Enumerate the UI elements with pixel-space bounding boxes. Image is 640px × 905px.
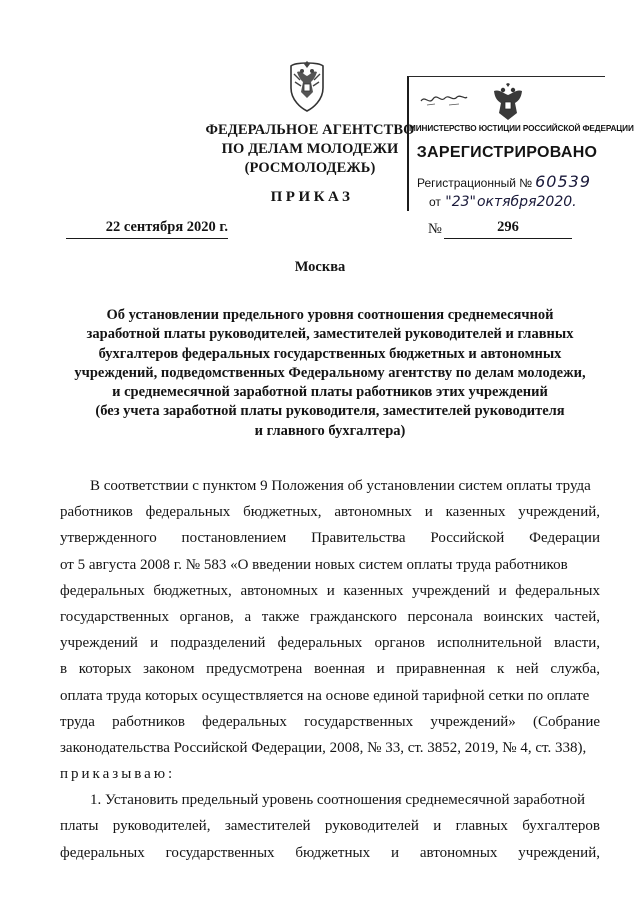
body-line: законодательства Российской Федерации, 2008, № 33, ст. 3852, 2019, № 4, ст. 338), [60, 739, 587, 756]
order-title: ПРИКАЗ [270, 189, 354, 205]
title-line: учреждений, подведомственных Федеральному агентству по делам молодежи, [74, 364, 586, 381]
stamp-date-day: "23" [445, 194, 476, 210]
stamp-ministry-name: МИНИСТЕРСТВО ЮСТИЦИИ РОССИЙСКОЙ ФЕДЕРАЦИИ [409, 124, 634, 133]
body-line: 1. Установить предельный уровень соотношения среднемесячной заработной [90, 792, 586, 809]
title-line: (без учета заработной платы руководителя, заместителей руководителя [95, 403, 565, 420]
stamp-date-month: октября [476, 194, 537, 210]
body-line: работников федеральных бюджетных, автономных и казенных учреждений, [60, 504, 600, 521]
title-line: Об установлении предельного уровня соотношения среднемесячной [106, 307, 554, 323]
title-line: и среднемесячной заработной платы работников этих учреждений [112, 384, 548, 401]
stamp-registration-number [417, 172, 591, 191]
body-line: государственных органов, а также гражданского персонала воинских частей, [60, 608, 600, 625]
title-line: бухгалтеров федеральных государственных бюджетных и автономных [98, 345, 562, 362]
stamp-registered-label: ЗАРЕГИСТРИРОВАНО [416, 144, 598, 161]
body-line: оплата труда которых осуществляется на основе единой тарифной сетки по оплате [60, 687, 590, 704]
coat-of-arms-emblem-icon [285, 58, 329, 112]
registration-stamp [407, 76, 634, 211]
body-line: в которых законом предусмотрена военная и приравненная к ней служба, [60, 661, 600, 678]
body-line: федеральных государственных бюджетных и автономных учреждений, [60, 844, 600, 861]
body-line: федеральных бюджетных, автономных и казенных учреждений и федеральных [60, 582, 600, 599]
stamp-reg-number: 60539 [535, 172, 592, 191]
body-line: платы руководителей, заместителей руководителей и главных бухгалтеров [60, 818, 600, 835]
order-date: 22 сентября 2020 г. [66, 219, 228, 239]
stamp-eagle-icon [491, 83, 525, 121]
document-body [60, 473, 600, 866]
stamp-date-prefix: от [429, 195, 441, 209]
order-number-label: № [428, 221, 442, 237]
agency-line: (РОСМОЛОДЕЖЬ) [244, 160, 376, 176]
agency-line: ПО ДЕЛАМ МОЛОДЕЖИ [221, 141, 399, 157]
stamp-reg-label: Регистрационный № [417, 176, 533, 190]
agency-name [200, 121, 420, 178]
body-line: утвержденного постановлением Правительства Российской Федерации [60, 530, 600, 547]
document-title [60, 306, 600, 441]
body-line: учреждений и подразделений федеральных органов исполнительной власти, [60, 635, 600, 652]
title-line: заработной платы руководителей, заместителей руководителей и главных [86, 326, 574, 343]
stamp-date-year: 2020. [536, 194, 577, 210]
stamp-registration-date [429, 194, 577, 210]
body-line: труда работников федеральных государственных учреждений» (Собрание [60, 713, 600, 730]
body-line: В соответствии с пунктом 9 Положения об установлении систем оплаты труда [90, 478, 591, 494]
stamp-scribble-icon [419, 91, 469, 107]
body-line-order-word: приказываю: [60, 766, 176, 783]
order-number: 296 [444, 219, 572, 239]
agency-line: ФЕДЕРАЛЬНОЕ АГЕНТСТВО [205, 122, 415, 138]
title-line: и главного бухгалтера) [254, 422, 406, 439]
body-line: от 5 августа 2008 г. № 583 «О введении новых систем оплаты труда работников [60, 556, 568, 573]
city: Москва [294, 259, 346, 275]
